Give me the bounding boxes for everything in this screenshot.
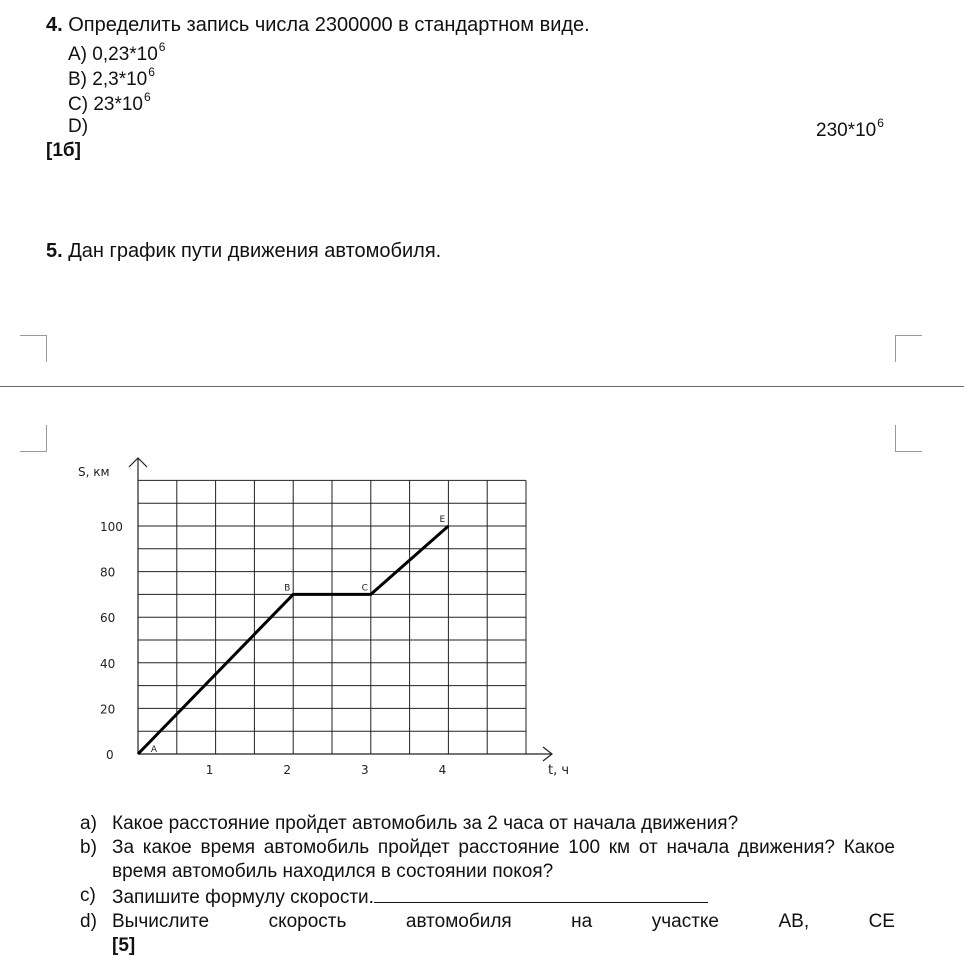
question-item-d: d) Вычислите скорость автомобиля на участке АВ, СЕ — [80, 911, 895, 932]
point-label-e: E — [439, 515, 446, 525]
point-label-b: B — [284, 583, 291, 594]
page-corner-mark — [895, 425, 922, 452]
y-tick-label: 20 — [100, 702, 116, 717]
answer-blank-line[interactable] — [374, 884, 708, 903]
point-label-a: A — [150, 745, 158, 755]
option-d: D) — [68, 116, 89, 137]
question-5-text: Дан график пути движения автомобиля. — [68, 240, 442, 262]
point-label-c: C — [361, 583, 368, 594]
question-5-title — [46, 240, 441, 263]
x-tick-label: 2 — [283, 763, 292, 777]
page-corner-mark — [895, 335, 922, 362]
y-tick-label: 60 — [100, 611, 116, 626]
y-tick-label: 40 — [100, 656, 116, 671]
x-axis-label: t, ч — [548, 763, 570, 778]
distance-time-chart — [70, 450, 590, 790]
y-tick-label: 100 — [100, 520, 123, 534]
page-corner-mark — [20, 425, 47, 452]
option-c: C) $23*10^6$ — [68, 90, 151, 115]
question-4-title — [46, 14, 590, 37]
x-tick-label: 3 — [360, 763, 369, 777]
question-list — [80, 812, 895, 958]
question-item-c: c) Запишите формулу скорости. — [80, 884, 895, 910]
option-a: A) $0,23*10^6$ — [68, 40, 166, 65]
page-corner-mark — [20, 335, 47, 362]
question-4-score: [1б] — [46, 140, 81, 161]
x-tick-label: 4 — [438, 763, 447, 777]
question-5-number: 5. — [46, 240, 63, 262]
option-d-value: $230*10^6$ — [816, 116, 884, 141]
y-tick-label: 80 — [100, 565, 116, 580]
question-4-text: Определить запись числа 2300000 в стандартном виде. — [68, 14, 590, 36]
page-break-line — [0, 386, 964, 387]
question-item-b: b) За какое время автомобиль пройдет расстояние 100 км от начала движения? Какое время автомобиль находился в состоянии покоя? — [80, 837, 895, 882]
y-axis-label: S, км — [78, 465, 110, 479]
y-tick-label: 0 — [106, 748, 114, 762]
question-5-score: [5] — [112, 935, 136, 956]
option-b: B) $2,3*10^6$ — [68, 65, 155, 90]
question-item-a: a) Какое расстояние пройдет автомобиль за 2 часа от начала движения? — [80, 813, 739, 834]
x-tick-label: 1 — [205, 763, 214, 777]
question-4-number: 4. — [46, 14, 63, 36]
